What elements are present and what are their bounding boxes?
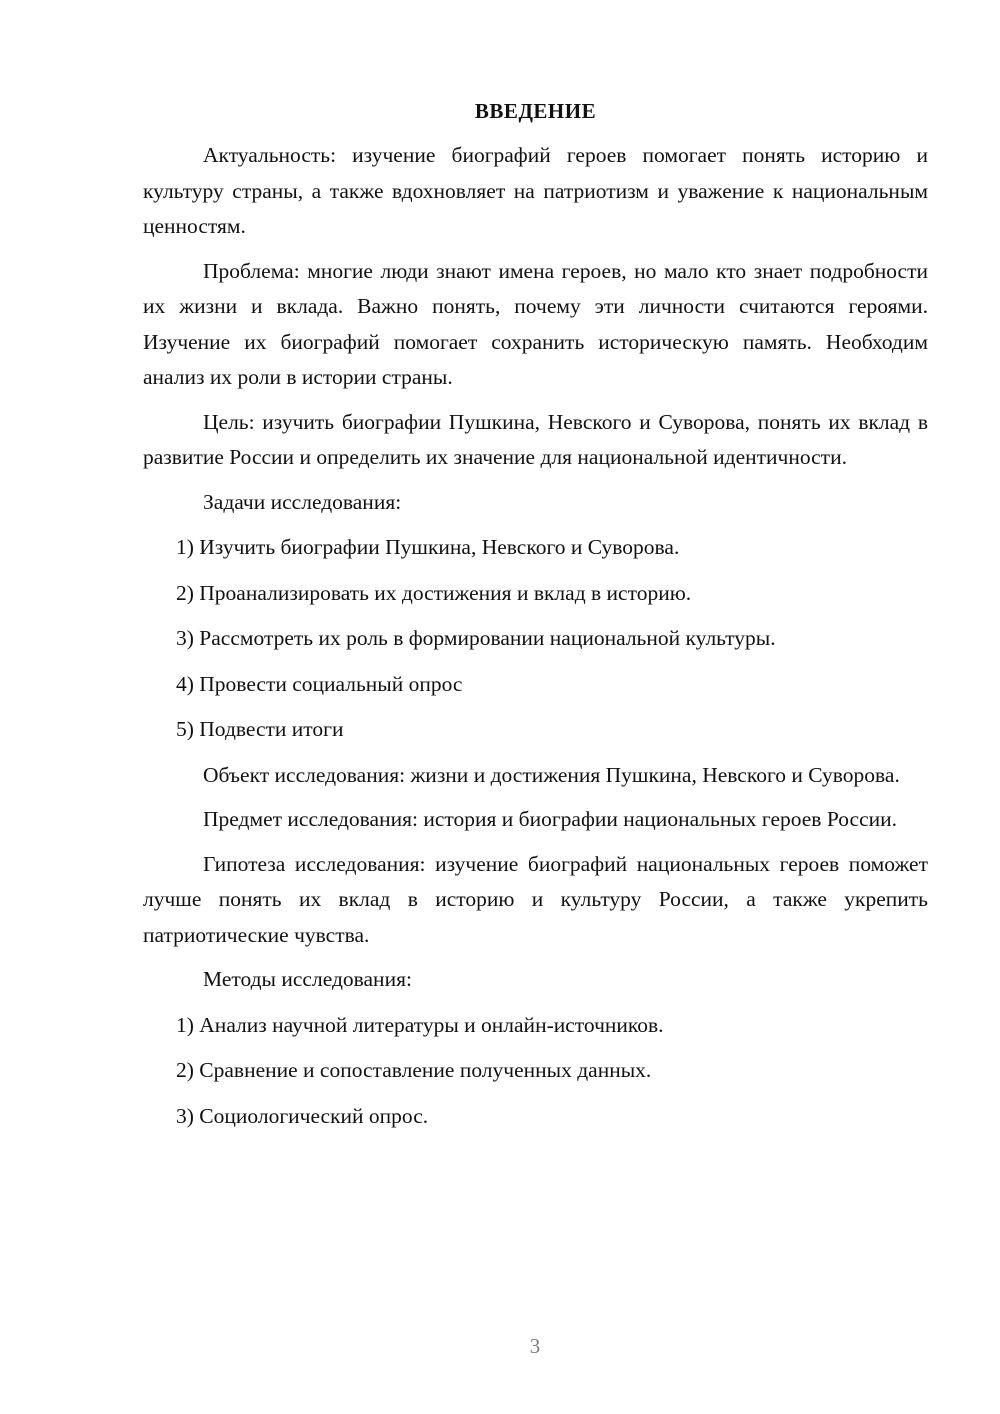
paragraph-relevance: Актуальность: изучение биографий героев помогает понять историю и культуру страны, а также вдохновляет на патриотизм и уважение к национальным ценностям.	[143, 143, 928, 238]
paragraph-research-subject: Предмет исследования: история и биографии национальных героев России.	[203, 807, 898, 831]
methods-list-item: 1) Анализ научной литературы и онлайн-источников.	[176, 1012, 664, 1037]
tasks-list	[143, 530, 928, 748]
section-heading: ВВЕДЕНИЕ	[474, 99, 597, 123]
page-number: 3	[529, 1334, 541, 1358]
methods-heading: Методы исследования:	[203, 967, 412, 991]
tasks-list-item: 2) Проанализировать их достижения и вклад в историю.	[176, 580, 692, 605]
paragraph-goal: Цель: изучить биографии Пушкина, Невского и Суворова, понять их вклад в развитие России и определить их значение для национальной идентичности.	[143, 409, 928, 469]
tasks-list-item: 3) Рассмотреть их роль в формировании национальной культуры.	[176, 626, 776, 650]
paragraph-research-hypothesis: Гипотеза исследования: изучение биографий национальных героев поможет лучше понять их вклад в историю и культуру России, а также укрепить патриотические чувства.	[143, 851, 928, 947]
methods-list-item: 3) Социологический опрос.	[176, 1103, 429, 1128]
paragraph-problem: Проблема: многие люди знают имена героев, но мало кто знает подробности их жизни и вклада. Важно понять, почему эти личности считаются героями. Изучение их биографий помогает сохранить историческую память. Необходим анализ их роли в истории страны.	[143, 258, 928, 389]
tasks-list-item: 5) Подвести итоги	[176, 717, 344, 741]
tasks-list-item: 4) Провести социальный опрос	[176, 671, 463, 696]
methods-list-item: 2) Сравнение и сопоставление полученных данных.	[176, 1058, 652, 1082]
methods-list	[143, 1008, 928, 1135]
tasks-heading: Задачи исследования:	[203, 489, 402, 514]
page-content	[143, 96, 928, 1144]
paragraph-research-object: Объект исследования: жизни и достижения Пушкина, Невского и Суворова.	[203, 762, 900, 787]
tasks-list-item: 1) Изучить биографии Пушкина, Невского и Суворова.	[176, 535, 680, 559]
